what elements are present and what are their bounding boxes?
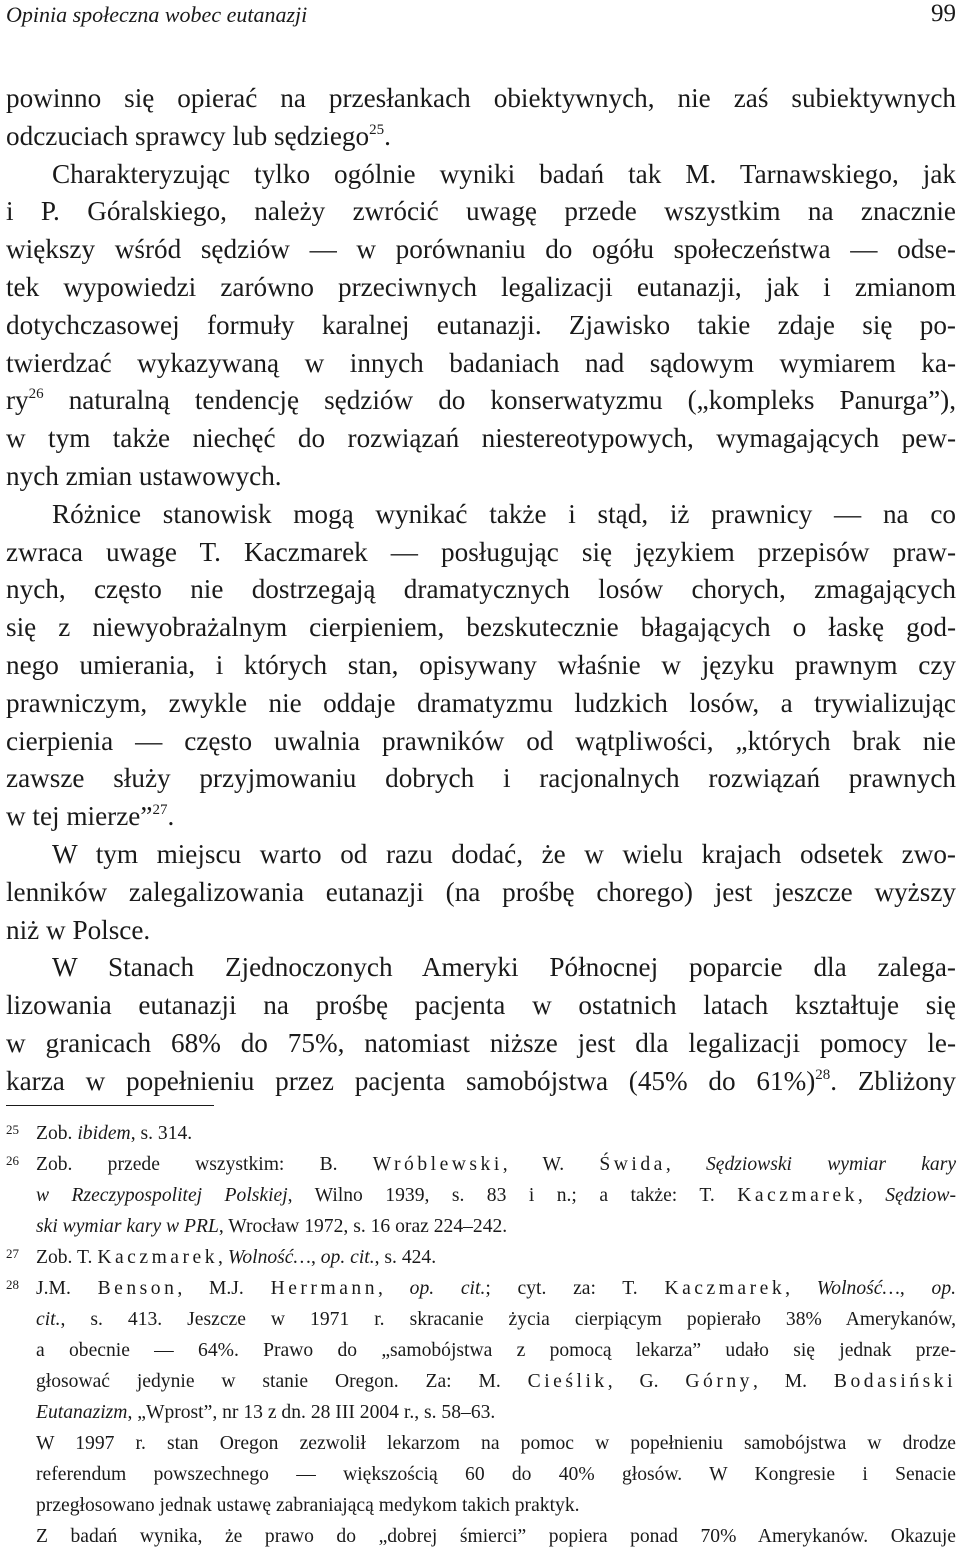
footnote-line: Eutanazizm, „Wprost”, nr 13 z dn. 28 III 2004 r., s. 58–63. [36, 1402, 496, 1423]
footnote-number: 26 [6, 1153, 19, 1168]
text-line: W tym miejscu warto od razu dodać, że w wielu krajach odsetek zwo- [52, 838, 956, 869]
text-line: Charakteryzując tylko ogólnie wyniki badań tak M. Tarnawskiego, jak [52, 158, 956, 189]
footnote-number: 25 [6, 1122, 19, 1137]
text-line: zawsze służy przyjmowaniu dobrych i racjonalnych rozwiązań prawnych [6, 763, 956, 794]
footnote-27 [6, 1242, 956, 1273]
footnote-line: a obecnie — 64%. Prawo do „samobójstwa z pomocą lekarza” udało się jednak prze- [36, 1340, 956, 1361]
text-line: nych zmian ustawowych. [6, 460, 282, 491]
footnote-ref[interactable]: 27 [152, 802, 168, 819]
footnote-line: przegłosowano jednak ustawę zabraniającą medykom takich praktyk. [36, 1495, 580, 1516]
footnote-line: ski wymiar kary w PRL, Wrocław 1972, s. 16 oraz 224–242. [36, 1216, 508, 1237]
page-number: 99 [931, 0, 956, 27]
footnote-ref[interactable]: 25 [369, 121, 385, 138]
footnote-divider [6, 1105, 214, 1106]
footnote-line: referendum powszechnego — większością 60 do 40% głosów. W Kongresie i Senacie [36, 1464, 956, 1485]
text-line: lenników zalegalizowania eutanazji (na prośbę chorego) jest jeszcze wyższy [6, 876, 956, 907]
text-line: zwraca uwage T. Kaczmarek — posługując się językiem przepisów praw- [6, 536, 956, 567]
footnote-line: Zob. przede wszystkim: B. Wróblewski, W. Świda, Sędziowski wymiar kary [36, 1154, 957, 1175]
footnote-number: 27 [6, 1246, 19, 1261]
text-line: niż w Polsce. [6, 914, 151, 945]
text-line: i P. Góralskiego, należy zwrócić uwagę przede wszystkim na znacznie [6, 196, 956, 227]
footnote-line: W 1997 r. stan Oregon zezwolił lekarzom na pomoc w popełnieniu samobójstwa w drodze [36, 1433, 956, 1454]
text-line: powinno się opierać na przesłankach obiektywnych, nie zaś subiektywnych [6, 83, 956, 113]
footnote-25 [6, 1118, 956, 1149]
text-line: W Stanach Zjednoczonych Ameryki Północnej poparcie dla zalega- [52, 952, 956, 983]
text-line: Różnice stanowisk mogą wynikać także i stąd, iż prawnicy — na co [52, 498, 956, 529]
footnote-line: J.M. Benson, M.J. Herrmann, op. cit.; cyt. za: T. Kaczmarek, Wolność…, op. [36, 1278, 957, 1299]
text-line: większy wśród sędziów — w porównaniu do ogółu społeczeństwa — odse- [6, 234, 956, 265]
footnote-ref[interactable]: 28 [815, 1066, 831, 1083]
text-line: w granicach 68% do 75%, natomiast niższe jest dla legalizacji pomocy le- [6, 1027, 956, 1058]
footnote-26 [6, 1149, 956, 1242]
text-line: twierdzać wykazywaną w innych badaniach nad sądowym wymiarem ka- [6, 347, 956, 378]
footnote-line: Zob. T. Kaczmarek, Wolność…, op. cit., s. 424. [36, 1247, 437, 1268]
footnote-28 [6, 1273, 956, 1552]
running-title: Opinia społeczna wobec eutanazji [6, 2, 308, 27]
text-line: odczuciach sprawcy lub sędziego$^{25}$. [6, 120, 391, 151]
footnote-line: Zob. ibidem, s. 314. [36, 1123, 193, 1144]
main-text [6, 80, 956, 1101]
page-header [6, 0, 956, 36]
text-line: $ry^{26}$ naturalną tendencję sędziów do konserwatyzmu („kompleks Panurga”), [6, 385, 956, 416]
footnote-number: 28 [6, 1277, 19, 1292]
text-line: dotychczasowej formuły karalnej eutanazji. Zjawisko takie zdaje się po- [6, 309, 956, 340]
text-line: nego umierania, i których stan, opisywany właśnie w języku prawnym czy [6, 649, 956, 680]
text-line: w tej mierze”$^{27}$. [6, 801, 175, 832]
text-line: w tym także niechęć do rozwiązań niestereotypowych, wymagających pew- [6, 423, 956, 454]
text-line: prawniczym, zwykle nie oddaje dramatyzmu ludzkich losów, a trywializując [6, 687, 956, 718]
text-line: nych, często nie dostrzegają dramatycznych losów chorych, zmagających [6, 574, 956, 605]
footnote-line: Z badań wynika, że prawo do „dobrej śmierci” popiera ponad 70% Amerykanów. Okazuje [36, 1526, 956, 1547]
text-line: się z niewyobrażalnym cierpieniem, bezskutecznie błagających o łaskę god- [6, 612, 956, 643]
footnote-line: cit., s. 413. Jeszcze w 1971 r. skracanie życia cierpiącym popierało 38% Amerykanów, [36, 1309, 956, 1330]
text-line: lizowania eutanazji na prośbę pacjenta w ostatnich latach kształtuje się [6, 990, 956, 1021]
footnotes [6, 1118, 956, 1552]
footnote-line: głosować jedynie w stanie Oregon. Za: M. Cieślik, G. Górny, M. Bodasiński [36, 1371, 957, 1392]
text-line: cierpienia — często uwalnia prawników od wątpliwości, „których brak nie [6, 725, 956, 756]
footnote-ref[interactable]: 26 [28, 386, 44, 403]
footnote-line: w Rzeczypospolitej Polskiej, Wilno 1939, s. 83 i n.; a także: T. Kaczmarek, Sędziow- [36, 1185, 956, 1206]
text-line: karza w popełnieniu przez pacjenta samobójstwa (45% do 61%)$^{28}$. Zbliżony [6, 1065, 956, 1096]
text-line: tek wypowiedzi zarówno przeciwnych legalizacji eutanazji, jak i zmianom [6, 271, 956, 302]
